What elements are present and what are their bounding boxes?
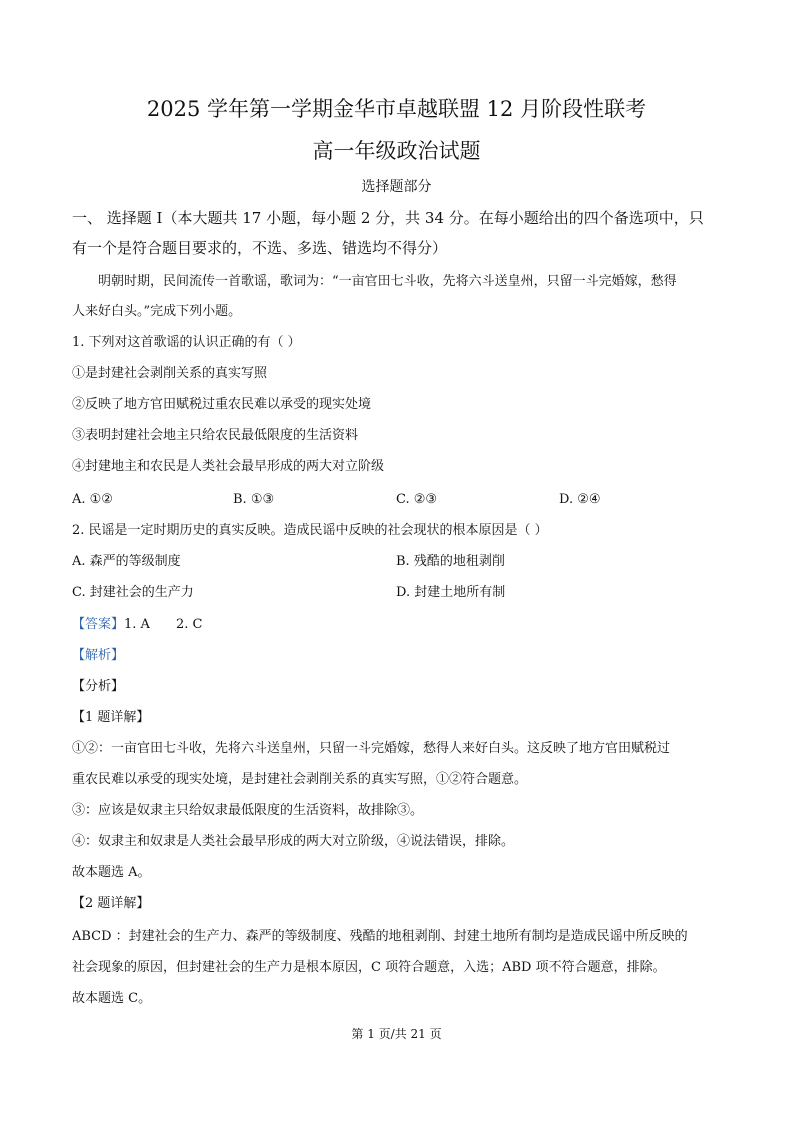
section-title: 选择题部分 [361,179,432,195]
q1-item-2: ②反映了地方官田赋税过重农民难以承受的现实处境 [72,397,372,412]
analysis-label: 【解析】 [72,648,125,663]
detail1-line-3: ③：应该是奴隶主只给奴隶最低限度的生活资料，故排除③。 [72,803,424,818]
q1-option-b: B. ①③ [233,492,275,507]
detail1-line-1: ①②：一亩官田七斗收，先将六斗送皇州，只留一斗完婚嫁，愁得人来好白头。这反映了地方官田赋税过 [72,741,671,756]
detail1-line-4: ④：奴隶主和奴隶是人类社会最早形成的两大对立阶级，④说法错误，排除。 [72,834,515,849]
q1-option-c: C. ②③ [396,492,438,507]
q1-item-1: ①是封建社会剥削关系的真实写照 [72,366,268,381]
q1-item-4: ④封建地主和农民是人类社会最早形成的两大对立阶级 [72,459,385,474]
q2-option-a: A. 森严的等级制度 [72,554,181,569]
passage-line-1: 明朝时期，民间流传一首歌谣，歌词为：“一亩官田七斗收，先将六斗送皇州，只留一斗完婚嫁，愁得 [98,274,677,289]
detail1-label: 【1 题详解】 [72,710,150,725]
fenxi-label: 【分析】 [72,679,125,694]
q2-stem: 2. 民谣是一定时期历史的真实反映。造成民谣中反映的社会现状的根本原因是（ ） [72,523,548,538]
q1-item-3: ③表明封建社会地主只给农民最低限度的生活资料 [72,428,359,443]
page-number: 第 1 页/共 21 页 [351,1027,442,1041]
q1-option-d: D. ②④ [559,492,601,507]
instructions-line-1: 一、 选择题 I（本大题共 17 小题，每小题 2 分，共 34 分。在每小题给出的四个备选项中，只 [72,209,704,227]
detail2-label: 【2 题详解】 [72,896,150,911]
q1-stem: 1. 下列对这首歌谣的认识正确的有（ ） [72,335,301,350]
exam-title: 2025 学年第一学期金华市卓越联盟 12 月阶段性联考 [146,97,647,121]
q1-option-a: A. ①② [72,492,113,507]
passage-line-2: 人来好白头。”完成下列小题。 [72,304,242,319]
q2-option-d: D. 封建土地所有制 [396,585,506,600]
detail1-line-2: 重农民难以承受的现实处境，是封建社会剥削关系的真实写照，①②符合题意。 [72,772,528,787]
instructions-line-2: 有一个是符合题目要求的，不选、多选、错选均不得分） [72,239,448,257]
answer-label: 【答案】 [72,617,125,632]
q2-option-c: C. 封建社会的生产力 [72,585,194,600]
detail2-line-3: 故本题选 C。 [72,991,152,1006]
detail2-line-1: ABCD ：封建社会的生产力、森严的等级制度、残酷的地租剥削、封建土地所有制均是造成民谣中所反映的 [72,929,688,944]
answer-line [72,617,202,633]
exam-subtitle: 高一年级政治试题 [312,139,481,163]
detail2-line-2: 社会现象的原因，但封建社会的生产力是根本原因，C 项符合题意，入选；ABD 项不符合题意，排除。 [72,960,666,975]
detail1-line-5: 故本题选 A。 [72,865,151,880]
answer-value: 1. A 2. C [124,617,203,632]
q2-option-b: B. 残酷的地租剥削 [396,554,505,569]
